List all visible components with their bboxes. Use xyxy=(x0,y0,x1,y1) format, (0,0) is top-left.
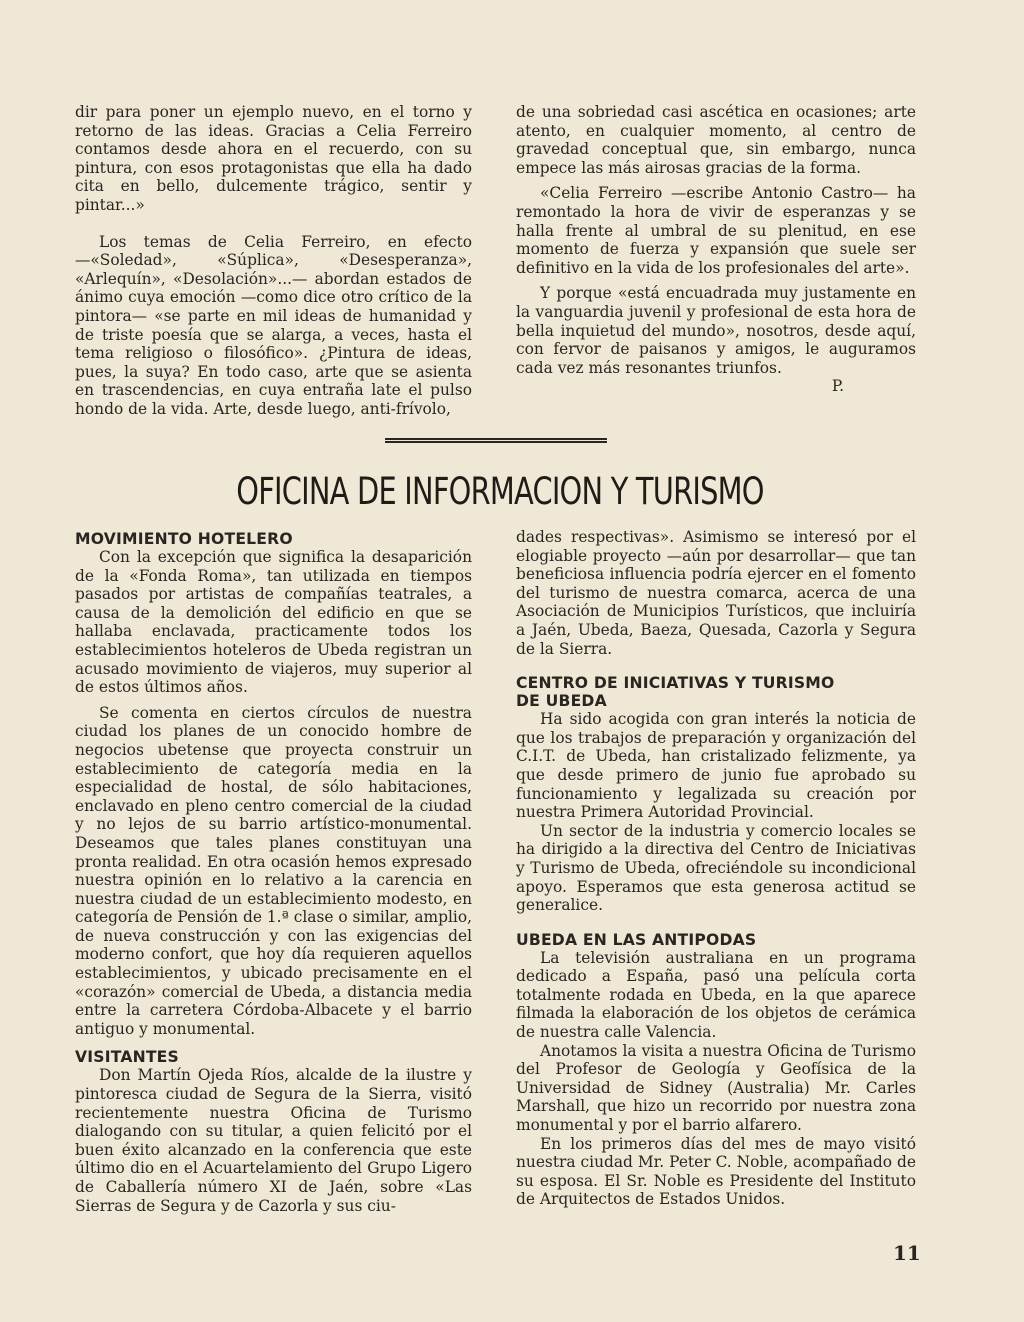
heading-ubeda-antipodas: UBEDA EN LAS ANTIPODAS xyxy=(516,930,757,949)
top-right-column xyxy=(516,103,916,396)
author-signature: P. xyxy=(831,377,844,396)
top-left-column xyxy=(75,103,472,419)
paragraph: Con la excepción que significa la desaparición de la «Fonda Roma», tan utilizada en tiempos pasados por artistas de compañías teatrales, a causa de la demolición del edificio en que se hallaba enclavada, practicamente todos los establecimientos hoteleros de Ubeda registran un acusado movimiento de viajeros, muy superior al de estos últimos años. xyxy=(75,548,472,697)
paragraph: Don Martín Ojeda Ríos, alcalde de la ilustre y pintoresca ciudad de Segura de la Sierra, visitó recientemente nuestra Oficina de Turismo dialogando con su titular, a quien felicitó por el buen éxito alcanzado en la conferencia que este último dio en el Acuartelamiento del Grupo Ligero de Caballería número XI de Jaén, sobre «Las Sierras de Segura y de Cazorla y sus ciu- xyxy=(75,1066,472,1215)
paragraph: Y porque «está encuadrada muy justamente en la vanguardia juvenil y profesional de esta hora de bella inquietud del mundo», nosotros, desde aquí, con fervor de paisanos y amigos, le auguramos cada vez más resonantes triunfos. xyxy=(516,284,916,377)
paragraph: dades respectivas». Asimismo se interesó por el elogiable proyecto —aún por desarrollar— que tan beneficiosa influencia podría ejercer en el fomento del turismo de nuestra comarca, acerca de una Asociación de Municipios Turísticos, que incluiría a Jaén, Ubeda, Baeza, Quesada, Cazorla y Segura de la Sierra. xyxy=(516,528,916,658)
paragraph: Los temas de Celia Ferreiro, en efecto —«Soledad», «Súplica», «Desesperanza», «Arlequín», «Desolación»...— abordan estados de ánimo cuya emoción —como dice otro crítico de la pintora— «se parte en mil ideas de humanidad y de triste poesía que se alarga, a veces, hasta el tema religioso o filosófico». ¿Pintura de ideas, pues, la suya? En todo caso, arte que se asienta en trascendencias, en cuya entraña late el pulso hondo de la vida. Arte, desde luego, anti-frívolo, xyxy=(75,232,472,418)
section-divider xyxy=(385,438,607,443)
paragraph: En los primeros días del mes de mayo visitó nuestra ciudad Mr. Peter C. Noble, acompañado de su esposa. El Sr. Noble es Presidente del Instituto de Arquitectos de Estados Unidos. xyxy=(516,1134,916,1209)
paragraph: La televisión australiana en un programa dedicado a España, pasó una película corta totalmente rodada en Ubeda, en la que aparece filmada la elaboración de los objetos de cerámica de nuestra calle Valencia. xyxy=(516,948,916,1042)
paragraph: de una sobriedad casi ascética en ocasiones; arte atento, en cualquier momento, al centro de gravedad conceptual que, sin embargo, nunca empece las más airosas gracias de la forma. xyxy=(516,103,916,177)
heading-visitantes: VISITANTES xyxy=(75,1048,179,1067)
paragraph: Anotamos la visita a nuestra Oficina de Turismo del Profesor de Geología y Geofísica de la Universidad de Sidney (Australia) Mr. Carles Marshall, que hizo un recorrido por nuestra zona monumental y por el barrio alfarero. xyxy=(516,1041,916,1135)
page-number: 11 xyxy=(893,1241,921,1265)
paragraph: dir para poner un ejemplo nuevo, en el torno y retorno de las ideas. Gracias a Celia Ferreiro contamos desde ahora en el recuerdo, con su pintura, con esos protagonistas que ella ha dado cita en bello, dulcemente trágico, sentir y pintar...» xyxy=(75,103,472,214)
paragraph: «Celia Ferreiro —escribe Antonio Castro— ha remontado la hora de vivir de esperanzas y se halla frente al umbral de su plenitud, en ese momento de fuerza y expansión que suele ser definitivo en la vida de los profesionales del arte». xyxy=(516,184,916,277)
heading-movimiento-hotelero: MOVIMIENTO HOTELERO xyxy=(75,530,293,548)
right-column xyxy=(516,528,916,1209)
section-title: OFICINA DE INFORMACION Y TURISMO xyxy=(236,470,764,513)
left-column xyxy=(75,530,472,1215)
paragraph: Un sector de la industria y comercio locales se ha dirigido a la directiva del Centro de Iniciativas y Turismo de Ubeda, ofreciéndole su incondicional apoyo. Esperamos que esta generosa actitud se generalice. xyxy=(516,821,916,915)
heading-centro-iniciativas: CENTRO DE INICIATIVAS Y TURISMO DE UBEDA xyxy=(516,674,835,711)
paragraph: Se comenta en ciertos círculos de nuestra ciudad los planes de un conocido hombre de negocios ubetense que proyecta construir un establecimiento de categoría media en la especialidad de hostal, de sólo habitaciones, enclavado en pleno centro comercial de la ciudad y no lejos de su barrio artístico-monumental. Deseamos que tales planes constituyan una pronta realidad. En otra ocasión hemos expresado nuestra opinión en lo relativo a la carencia en nuestra ciudad de un establecimiento modesto, en categoría de Pensión de 1.ª clase o similar, amplio, de nueva construcción y con las exigencias del moderno confort, que hoy día requieren aquellos establecimientos, y ubicado precisamente en el «corazón» comercial de Ubeda, a distancia media entre la carretera Córdoba-Albacete y el barrio antiguo y monumental. xyxy=(75,703,473,1038)
paragraph: Ha sido acogida con gran interés la noticia de que los trabajos de preparación y organización del C.I.T. de Ubeda, han cristalizado felizmente, ya que desde primero de junio fue aprobado su funcionamiento y legalizada su creación por nuestra Primera Autoridad Provincial. xyxy=(516,710,916,822)
